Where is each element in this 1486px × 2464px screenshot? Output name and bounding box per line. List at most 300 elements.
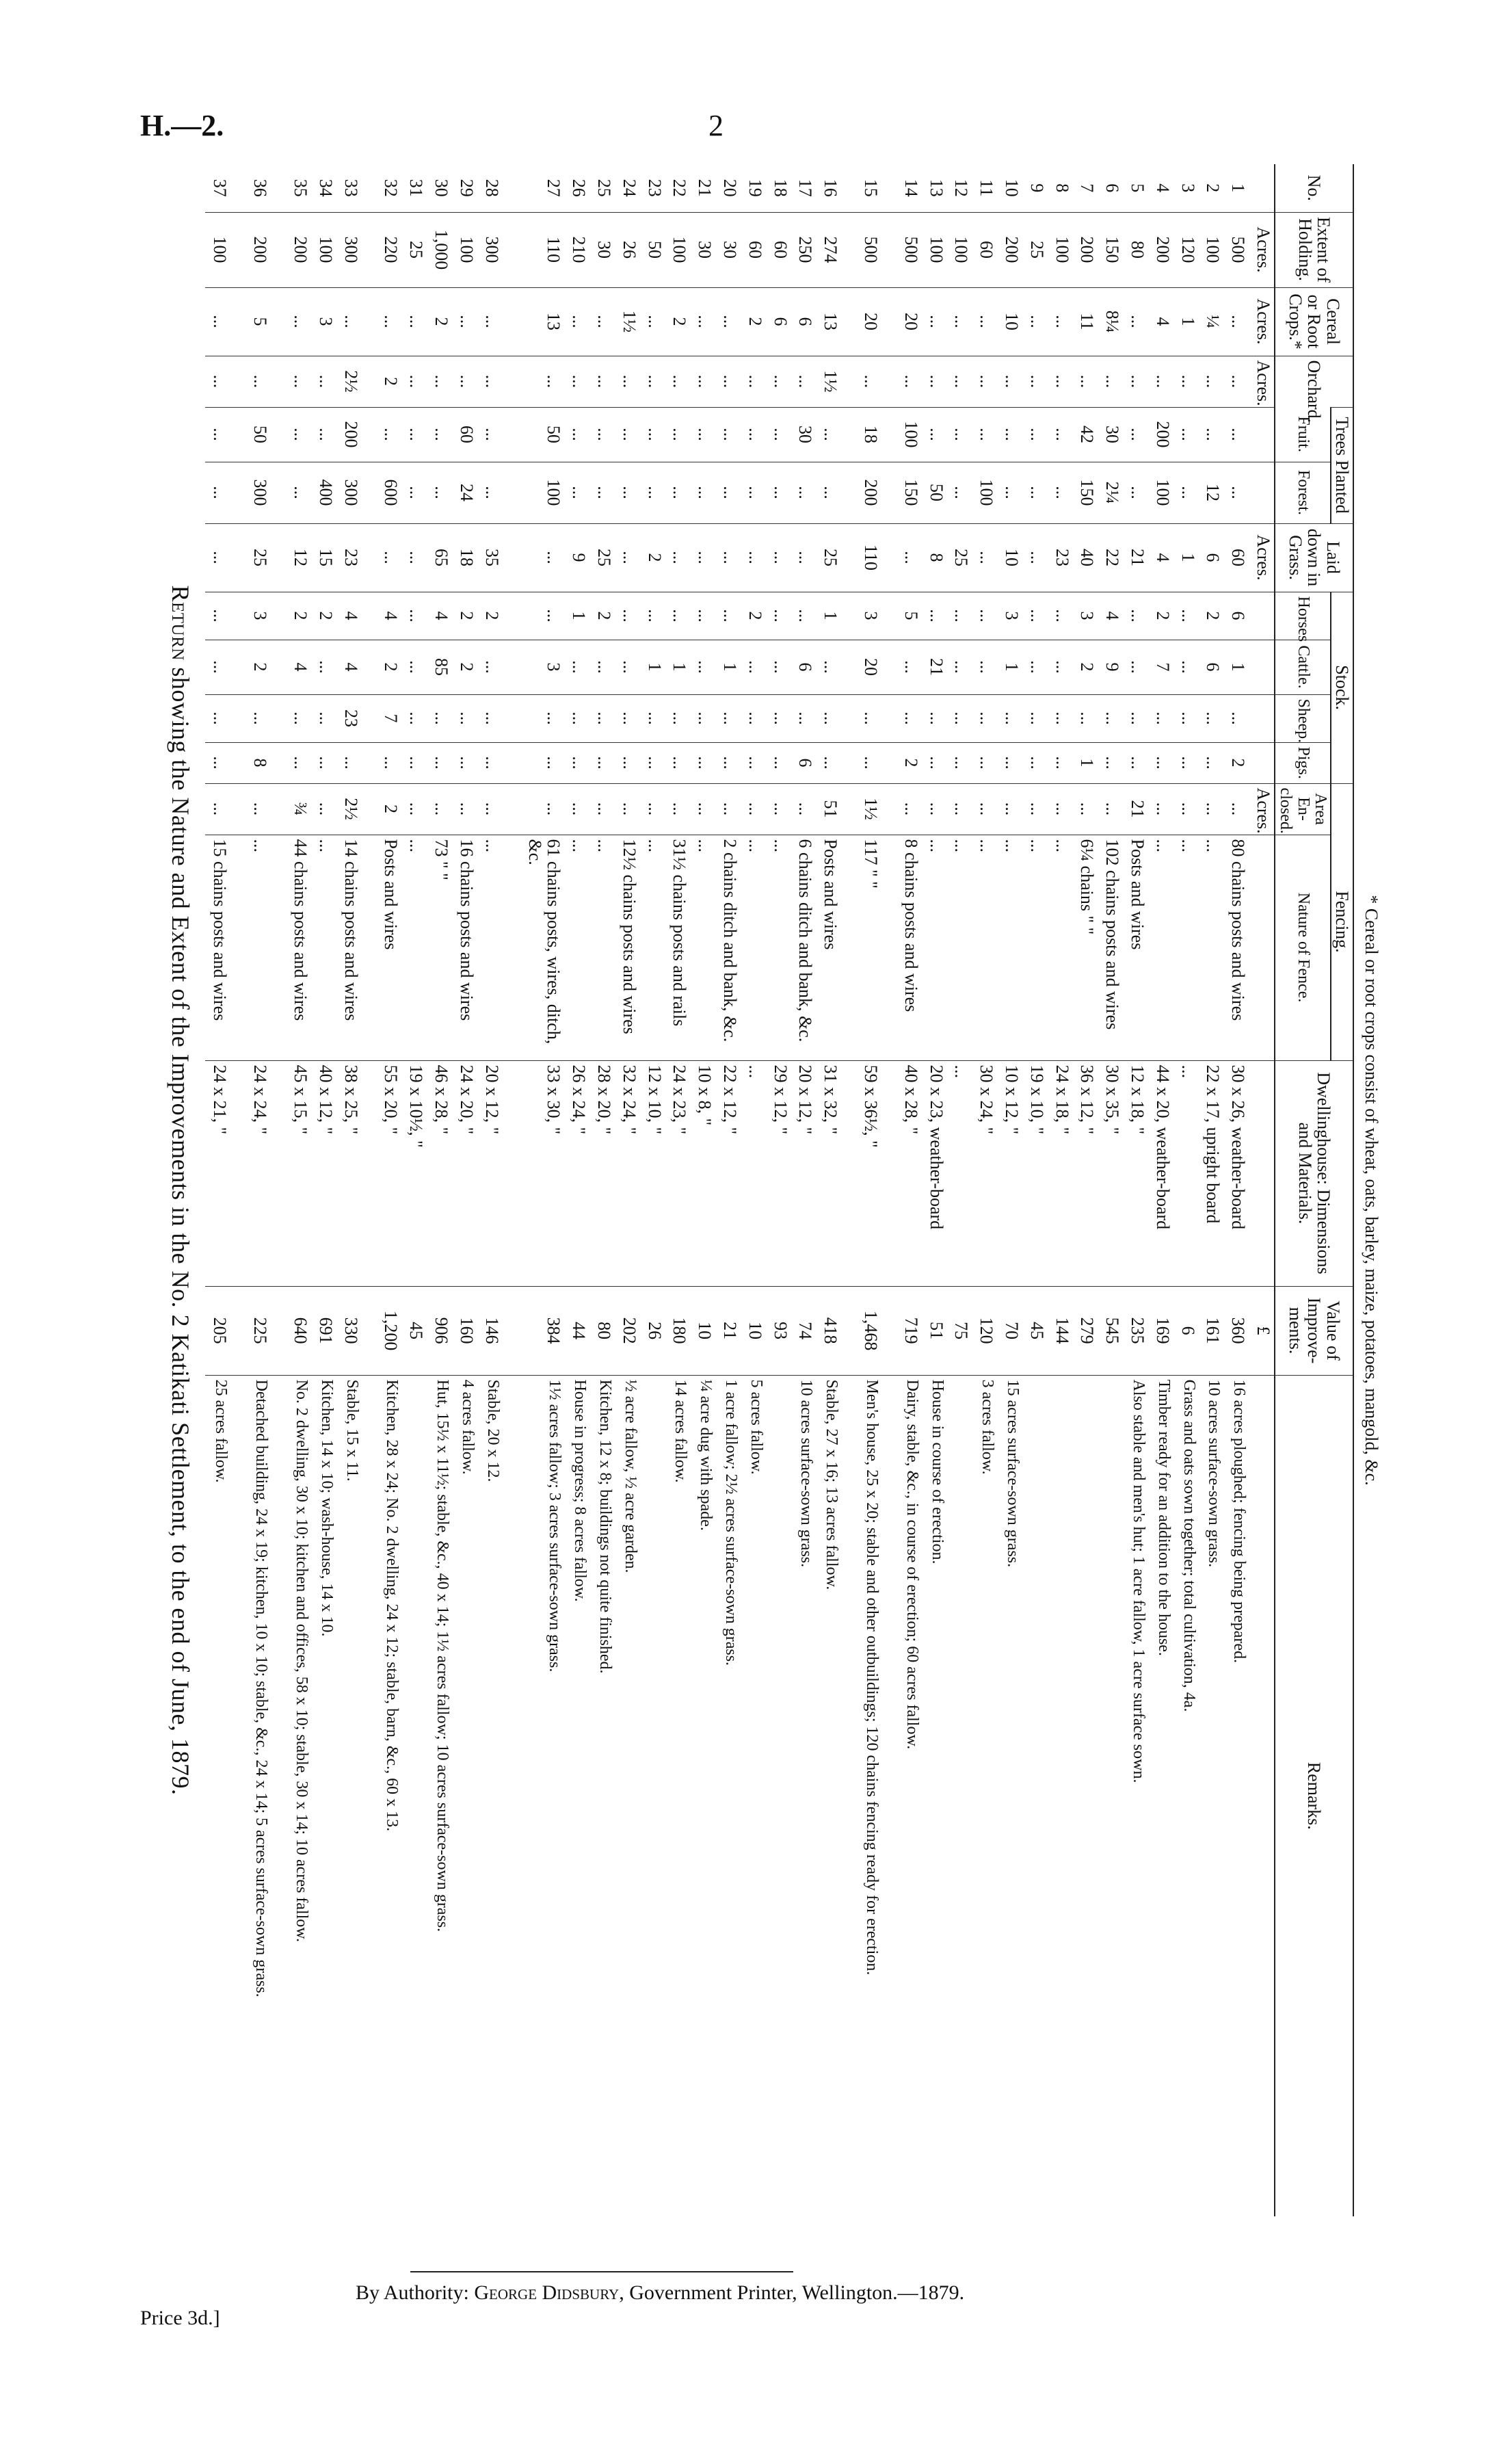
area-cell: ... xyxy=(1098,783,1123,835)
area-cell: ... xyxy=(640,783,665,835)
dwelling-cell: 40 x 12, " xyxy=(311,1060,336,1286)
row-no: 1 xyxy=(1228,183,1249,193)
grass-cell: ... xyxy=(615,523,640,592)
table-row xyxy=(564,164,589,2216)
value-cell: 10 xyxy=(741,1286,766,1375)
horses-cell: 2 xyxy=(1148,592,1173,640)
sheep-cell: ... xyxy=(690,694,715,742)
remarks-cell xyxy=(766,1375,791,2216)
row-no: 9 xyxy=(1026,183,1047,193)
row-spacer xyxy=(230,164,246,2216)
dwelling-cell: 24 x 20, " xyxy=(452,1060,477,1286)
footnote: * Cereal or root crops consist of wheat, oats, barley, maize, potatoes, mangold, &c. xyxy=(1362,895,1381,1486)
horses-cell: 2 xyxy=(1199,592,1224,640)
value-cell: 719 xyxy=(897,1286,922,1375)
fruit-cell: ... xyxy=(205,407,230,462)
dwelling-cell: 24 x 21, " xyxy=(205,1060,230,1286)
horses-cell: 3 xyxy=(246,592,271,640)
table-row xyxy=(452,164,477,2216)
value-cell: 1,200 xyxy=(377,1286,402,1375)
area-cell: ... xyxy=(972,783,997,835)
orchard-cell: ... xyxy=(564,356,589,407)
page-number: 2 xyxy=(708,109,724,142)
pigs-cell: ... xyxy=(715,742,741,783)
forest-cell: ... xyxy=(1123,462,1148,523)
value-cell: 360 xyxy=(1223,1286,1249,1375)
pigs-cell: ... xyxy=(336,742,362,783)
value-cell: 180 xyxy=(665,1286,691,1375)
dwelling-cell: 40 x 28, " xyxy=(897,1060,922,1286)
col-value: Value of Improve-ments. xyxy=(1275,1286,1353,1375)
area-cell: ... xyxy=(741,783,766,835)
value-cell: 45 xyxy=(401,1286,427,1375)
area-cell: ... xyxy=(615,783,640,835)
value-cell: 906 xyxy=(427,1286,452,1375)
grass-cell: 22 xyxy=(1098,523,1123,592)
forest-cell: ... xyxy=(816,462,841,523)
authority-rule xyxy=(410,2271,793,2272)
cattle-cell: 3 xyxy=(518,640,565,694)
cattle-cell: 2 xyxy=(246,640,271,694)
pigs-cell: 1 xyxy=(1073,742,1098,783)
pigs-cell: ... xyxy=(477,742,503,783)
pigs-cell: ... xyxy=(286,742,311,783)
table-row xyxy=(1098,164,1123,2216)
sheep-cell: ... xyxy=(615,694,640,742)
orchard-cell: ... xyxy=(741,356,766,407)
cereal-cell: ... xyxy=(922,287,947,356)
col-extent: Extent of Holding. xyxy=(1275,212,1353,287)
fence-cell: ... xyxy=(246,835,271,1060)
forest-cell: ... xyxy=(615,462,640,523)
col-cereal: Cereal or Root Crops.* xyxy=(1275,287,1353,356)
pigs-cell: ... xyxy=(1048,742,1073,783)
fence-cell: 6 chains ditch and bank, &c. xyxy=(791,835,817,1060)
orchard-cell: ... xyxy=(518,356,565,407)
fruit-cell: ... xyxy=(922,407,947,462)
forest-cell: ... xyxy=(947,462,972,523)
cattle-cell: 2 xyxy=(1073,640,1098,694)
fruit-cell: ... xyxy=(1223,407,1249,462)
row-no: 14 xyxy=(901,179,921,197)
dwelling-cell: 19 x 10½, " xyxy=(401,1060,427,1286)
horses-cell: 1 xyxy=(816,592,841,640)
fence-cell: ... xyxy=(564,835,589,1060)
cereal-cell: ... xyxy=(589,287,615,356)
cattle-cell: 2 xyxy=(452,640,477,694)
cattle-cell: 85 xyxy=(427,640,452,694)
row-no: 34 xyxy=(315,179,336,197)
grass-cell: 8 xyxy=(922,523,947,592)
value-cell: 160 xyxy=(452,1286,477,1375)
row-no: 16 xyxy=(821,179,841,197)
cereal-cell: 8¼ xyxy=(1098,287,1123,356)
horses-cell: 2 xyxy=(452,592,477,640)
fence-cell: 102 chains posts and wires xyxy=(1098,835,1123,1060)
orchard-cell: ... xyxy=(715,356,741,407)
fruit-cell: 30 xyxy=(791,407,817,462)
sheep-cell: ... xyxy=(922,694,947,742)
fence-cell: ... xyxy=(766,835,791,1060)
fence-cell: 31½ chains posts and rails xyxy=(665,835,691,1060)
value-cell: 120 xyxy=(972,1286,997,1375)
forest-cell: 300 xyxy=(246,462,271,523)
extent-cell: 60 xyxy=(766,212,791,287)
extent-cell: 30 xyxy=(690,212,715,287)
fruit-cell: ... xyxy=(1199,407,1224,462)
table-title xyxy=(166,164,195,2216)
unit-acres: Acres. xyxy=(1249,287,1275,356)
fruit-cell: ... xyxy=(766,407,791,462)
remarks-cell: Kitchen, 14 x 10; wash-house, 14 x 10. xyxy=(311,1375,336,2216)
orchard-cell: ... xyxy=(589,356,615,407)
orchard-cell: ... xyxy=(246,356,271,407)
value-cell: 51 xyxy=(922,1286,947,1375)
extent-cell: 100 xyxy=(452,212,477,287)
horses-cell: ... xyxy=(205,592,230,640)
value-cell: 225 xyxy=(246,1286,271,1375)
dwelling-cell: 10 x 8, " xyxy=(690,1060,715,1286)
cereal-cell: 20 xyxy=(897,287,922,356)
orchard-cell: ... xyxy=(615,356,640,407)
fence-cell: 61 chains posts, wires, ditch, &c. xyxy=(518,835,565,1060)
horses-cell: ... xyxy=(715,592,741,640)
cattle-cell: ... xyxy=(205,640,230,694)
table-row xyxy=(816,164,841,2216)
forest-cell: ... xyxy=(427,462,452,523)
remarks-cell: Men's house, 25 x 20; stable and other outbuildings; 120 chains fencing ready for erection. xyxy=(856,1375,881,2216)
forest-cell: 100 xyxy=(518,462,565,523)
remarks-cell: 4 acres fallow. xyxy=(452,1375,477,2216)
fence-cell: ... xyxy=(741,835,766,1060)
remarks-cell: 10 acres surface-sown grass. xyxy=(1199,1375,1224,2216)
orchard-cell: ... xyxy=(452,356,477,407)
row-no: 21 xyxy=(695,179,715,197)
cereal-cell: 11 xyxy=(1073,287,1098,356)
orchard-cell: ... xyxy=(972,356,997,407)
orchard-cell: ... xyxy=(690,356,715,407)
cereal-cell: 6 xyxy=(766,287,791,356)
fruit-cell: ... xyxy=(427,407,452,462)
fruit-cell: ... xyxy=(1048,407,1073,462)
area-cell: ... xyxy=(1073,783,1098,835)
row-spacer xyxy=(503,164,518,2216)
value-cell: 80 xyxy=(589,1286,615,1375)
forest-cell: 400 xyxy=(311,462,336,523)
cattle-cell: ... xyxy=(816,640,841,694)
sheep-cell: ... xyxy=(1022,694,1048,742)
sheep-cell: ... xyxy=(856,694,881,742)
fruit-cell: ... xyxy=(715,407,741,462)
forest-cell: ... xyxy=(690,462,715,523)
remarks-cell: 5 acres fallow. xyxy=(741,1375,766,2216)
cereal-cell: 5 xyxy=(246,287,271,356)
sheep-cell: ... xyxy=(1123,694,1148,742)
fence-cell: ... xyxy=(947,835,972,1060)
fence-cell: 44 chains posts and wires xyxy=(286,835,311,1060)
row-spacer xyxy=(841,164,856,2216)
grass-cell: 9 xyxy=(564,523,589,592)
fence-cell: ... xyxy=(972,835,997,1060)
sheep-cell: 23 xyxy=(336,694,362,742)
pigs-cell: ... xyxy=(615,742,640,783)
title-rest: showing the Nature and Extent of the Improvements in the No. 2 Katikati Settlement, to the end of June, 1879. xyxy=(167,660,194,1796)
cereal-cell: ¼ xyxy=(1199,287,1224,356)
pigs-cell: ... xyxy=(377,742,402,783)
horses-cell: 4 xyxy=(1098,592,1123,640)
row-no: 32 xyxy=(381,179,401,197)
row-no: 5 xyxy=(1127,183,1147,193)
unit-acres: Acres. xyxy=(1249,356,1275,407)
grass-cell: ... xyxy=(690,523,715,592)
orchard-cell: ... xyxy=(856,356,881,407)
remarks-cell: Kitchen, 28 x 24; No. 2 dwelling, 24 x 12; stable, barn, &c., 60 x 13. xyxy=(377,1375,402,2216)
row-no: 28 xyxy=(481,179,502,197)
row-no: 25 xyxy=(594,179,615,197)
fruit-cell: ... xyxy=(286,407,311,462)
grass-cell: 25 xyxy=(947,523,972,592)
fence-cell: 16 chains posts and wires xyxy=(452,835,477,1060)
table-row xyxy=(615,164,640,2216)
horses-cell: ... xyxy=(922,592,947,640)
remarks-cell xyxy=(1022,1375,1048,2216)
table-row xyxy=(690,164,715,2216)
extent-cell: 200 xyxy=(286,212,311,287)
dwelling-cell: 32 x 24, " xyxy=(615,1060,640,1286)
area-cell: ... xyxy=(766,783,791,835)
remarks-cell xyxy=(1098,1375,1123,2216)
horses-cell: ... xyxy=(1173,592,1199,640)
col-pigs: Pigs. xyxy=(1275,742,1331,783)
fence-cell: ... xyxy=(1048,835,1073,1060)
grass-cell: 35 xyxy=(477,523,503,592)
col-grass: Laid down in Grass. xyxy=(1275,523,1353,592)
sheep-cell: ... xyxy=(401,694,427,742)
dwelling-cell: 19 x 10, " xyxy=(1022,1060,1048,1286)
pigs-cell: 2 xyxy=(1223,742,1249,783)
pigs-cell: ... xyxy=(1123,742,1148,783)
pigs-cell: ... xyxy=(922,742,947,783)
cereal-cell: ... xyxy=(1123,287,1148,356)
pigs-cell: ... xyxy=(205,742,230,783)
table-row xyxy=(477,164,503,2216)
cereal-cell: ... xyxy=(477,287,503,356)
sheep-cell: ... xyxy=(997,694,1022,742)
dwelling-cell: 38 x 25, " xyxy=(336,1060,362,1286)
table-row xyxy=(1073,164,1098,2216)
remarks-cell: House in progress; 8 acres fallow. xyxy=(564,1375,589,2216)
value-cell: 545 xyxy=(1098,1286,1123,1375)
orchard-cell: ... xyxy=(311,356,336,407)
extent-cell: 500 xyxy=(897,212,922,287)
col-dwelling: Dwellinghouse: Dimensions and Materials. xyxy=(1275,1060,1353,1286)
dwelling-cell: 24 x 24, " xyxy=(246,1060,271,1286)
extent-cell: 100 xyxy=(1199,212,1224,287)
remarks-cell: Timber ready for an addition to the house. xyxy=(1148,1375,1173,2216)
table-row xyxy=(401,164,427,2216)
area-cell: ... xyxy=(897,783,922,835)
sheep-cell: ... xyxy=(477,694,503,742)
orchard-cell: ... xyxy=(791,356,817,407)
table-row xyxy=(1199,164,1224,2216)
fence-cell: 73 " " xyxy=(427,835,452,1060)
horses-cell: ... xyxy=(1048,592,1073,640)
table-row xyxy=(741,164,766,2216)
price: Price 3d.] xyxy=(140,2307,220,2329)
cattle-cell: ... xyxy=(897,640,922,694)
fence-cell: 14 chains posts and wires xyxy=(336,835,362,1060)
forest-cell: ... xyxy=(564,462,589,523)
grass-cell: 2 xyxy=(640,523,665,592)
cereal-cell: ... xyxy=(401,287,427,356)
extent-cell: 300 xyxy=(477,212,503,287)
fence-cell: Posts and wires xyxy=(377,835,402,1060)
orchard-cell: ... xyxy=(766,356,791,407)
cattle-cell: 7 xyxy=(1148,640,1173,694)
fence-cell: 8 chains posts and wires xyxy=(897,835,922,1060)
grass-cell: ... xyxy=(972,523,997,592)
col-fruit: Fruit. xyxy=(1275,407,1331,462)
dwelling-cell: 12 x 10, " xyxy=(640,1060,665,1286)
fence-cell: ... xyxy=(1199,835,1224,1060)
horses-cell: ... xyxy=(972,592,997,640)
orchard-cell: ... xyxy=(897,356,922,407)
area-cell: ... xyxy=(205,783,230,835)
extent-cell: 30 xyxy=(589,212,615,287)
extent-cell: 500 xyxy=(856,212,881,287)
grass-cell: ... xyxy=(897,523,922,592)
area-cell: ... xyxy=(791,783,817,835)
cattle-cell: 6 xyxy=(791,640,817,694)
table-row xyxy=(336,164,362,2216)
forest-cell: 600 xyxy=(377,462,402,523)
value-cell: 418 xyxy=(816,1286,841,1375)
remarks-cell: 1 acre fallow; 2½ acres surface-sown grass. xyxy=(715,1375,741,2216)
value-cell: 70 xyxy=(997,1286,1022,1375)
cattle-cell: 1 xyxy=(640,640,665,694)
sheep-cell: ... xyxy=(518,694,565,742)
table-row xyxy=(791,164,817,2216)
extent-cell: 300 xyxy=(336,212,362,287)
remarks-cell: 14 acres fallow. xyxy=(665,1375,691,2216)
table-row xyxy=(1173,164,1199,2216)
area-cell: ... xyxy=(922,783,947,835)
cereal-cell: ... xyxy=(564,287,589,356)
fruit-cell: 30 xyxy=(1098,407,1123,462)
forest-cell: ... xyxy=(1173,462,1199,523)
pigs-cell: ... xyxy=(401,742,427,783)
forest-cell: 12 xyxy=(1199,462,1224,523)
fruit-cell: ... xyxy=(741,407,766,462)
remarks-cell: Dairy, stable, &c., in course of erection; 60 acres fallow. xyxy=(897,1375,922,2216)
area-cell: ... xyxy=(427,783,452,835)
col-trees: Trees Planted xyxy=(1331,407,1353,523)
forest-cell: 200 xyxy=(856,462,881,523)
area-cell: ... xyxy=(589,783,615,835)
dwelling-cell: ... xyxy=(1173,1060,1199,1286)
grass-cell: ... xyxy=(377,523,402,592)
sheep-cell: ... xyxy=(897,694,922,742)
remarks-cell: 3 acres fallow. xyxy=(972,1375,997,2216)
value-cell: 21 xyxy=(715,1286,741,1375)
fence-cell: ... xyxy=(690,835,715,1060)
orchard-cell: ... xyxy=(1073,356,1098,407)
table-row xyxy=(766,164,791,2216)
cattle-cell: 4 xyxy=(286,640,311,694)
unit-acres: Acres. xyxy=(1249,523,1275,592)
orchard-cell: ... xyxy=(1148,356,1173,407)
remarks-cell: Hut, 15½ x 11½; stable, &c., 40 x 14; 1½ acres fallow; 10 acres surface-sown grass. xyxy=(427,1375,452,2216)
cattle-cell: 1 xyxy=(1223,640,1249,694)
cereal-cell: ... xyxy=(972,287,997,356)
extent-cell: 200 xyxy=(1148,212,1173,287)
extent-cell: 60 xyxy=(741,212,766,287)
forest-cell: 100 xyxy=(1148,462,1173,523)
grass-cell: 12 xyxy=(286,523,311,592)
col-no: No. xyxy=(1275,164,1353,212)
grass-cell: 1 xyxy=(1173,523,1199,592)
units-row xyxy=(1249,164,1275,2216)
fence-cell: ... xyxy=(1148,835,1173,1060)
area-cell: ... xyxy=(1148,783,1173,835)
unit-acres: Acres. xyxy=(1249,783,1275,835)
cattle-cell: ... xyxy=(311,640,336,694)
row-no: 12 xyxy=(951,179,972,197)
pigs-cell: ... xyxy=(1022,742,1048,783)
value-cell: 6 xyxy=(1173,1286,1199,1375)
cereal-cell: ... xyxy=(1022,287,1048,356)
extent-cell: 120 xyxy=(1173,212,1199,287)
pigs-cell: ... xyxy=(311,742,336,783)
grass-cell: ... xyxy=(665,523,691,592)
cereal-cell: 2 xyxy=(741,287,766,356)
cereal-cell: 1½ xyxy=(615,287,640,356)
table-row xyxy=(856,164,881,2216)
pigs-cell: ... xyxy=(427,742,452,783)
forest-cell: ... xyxy=(589,462,615,523)
orchard-cell: ... xyxy=(427,356,452,407)
row-no: 10 xyxy=(1001,179,1022,197)
value-cell: 93 xyxy=(766,1286,791,1375)
report-code: H.—2. xyxy=(140,109,224,142)
value-cell: 330 xyxy=(336,1286,362,1375)
cereal-cell: ... xyxy=(1223,287,1249,356)
sheep-cell: ... xyxy=(246,694,271,742)
horses-cell: 6 xyxy=(1223,592,1249,640)
area-cell: ... xyxy=(1199,783,1224,835)
fruit-cell: ... xyxy=(589,407,615,462)
row-no: 37 xyxy=(210,179,230,197)
value-cell: 202 xyxy=(615,1286,640,1375)
table-row xyxy=(286,164,311,2216)
sheep-cell: ... xyxy=(1048,694,1073,742)
table-row xyxy=(665,164,691,2216)
col-fencing: Fencing. xyxy=(1331,783,1353,1060)
horses-cell: 2 xyxy=(589,592,615,640)
forest-cell: ... xyxy=(640,462,665,523)
forest-cell: ... xyxy=(715,462,741,523)
dwelling-cell: 28 x 20, " xyxy=(589,1060,615,1286)
extent-cell: 100 xyxy=(205,212,230,287)
col-area: Area En-closed. xyxy=(1275,783,1331,835)
pigs-cell: ... xyxy=(564,742,589,783)
area-cell: ... xyxy=(1173,783,1199,835)
area-cell: 21 xyxy=(1123,783,1148,835)
horses-cell: ... xyxy=(1022,592,1048,640)
remarks-cell: Also stable and men's hut; 1 acre fallow, 1 acre surface sown. xyxy=(1123,1375,1148,2216)
cereal-cell: 4 xyxy=(1148,287,1173,356)
extent-cell: 200 xyxy=(997,212,1022,287)
